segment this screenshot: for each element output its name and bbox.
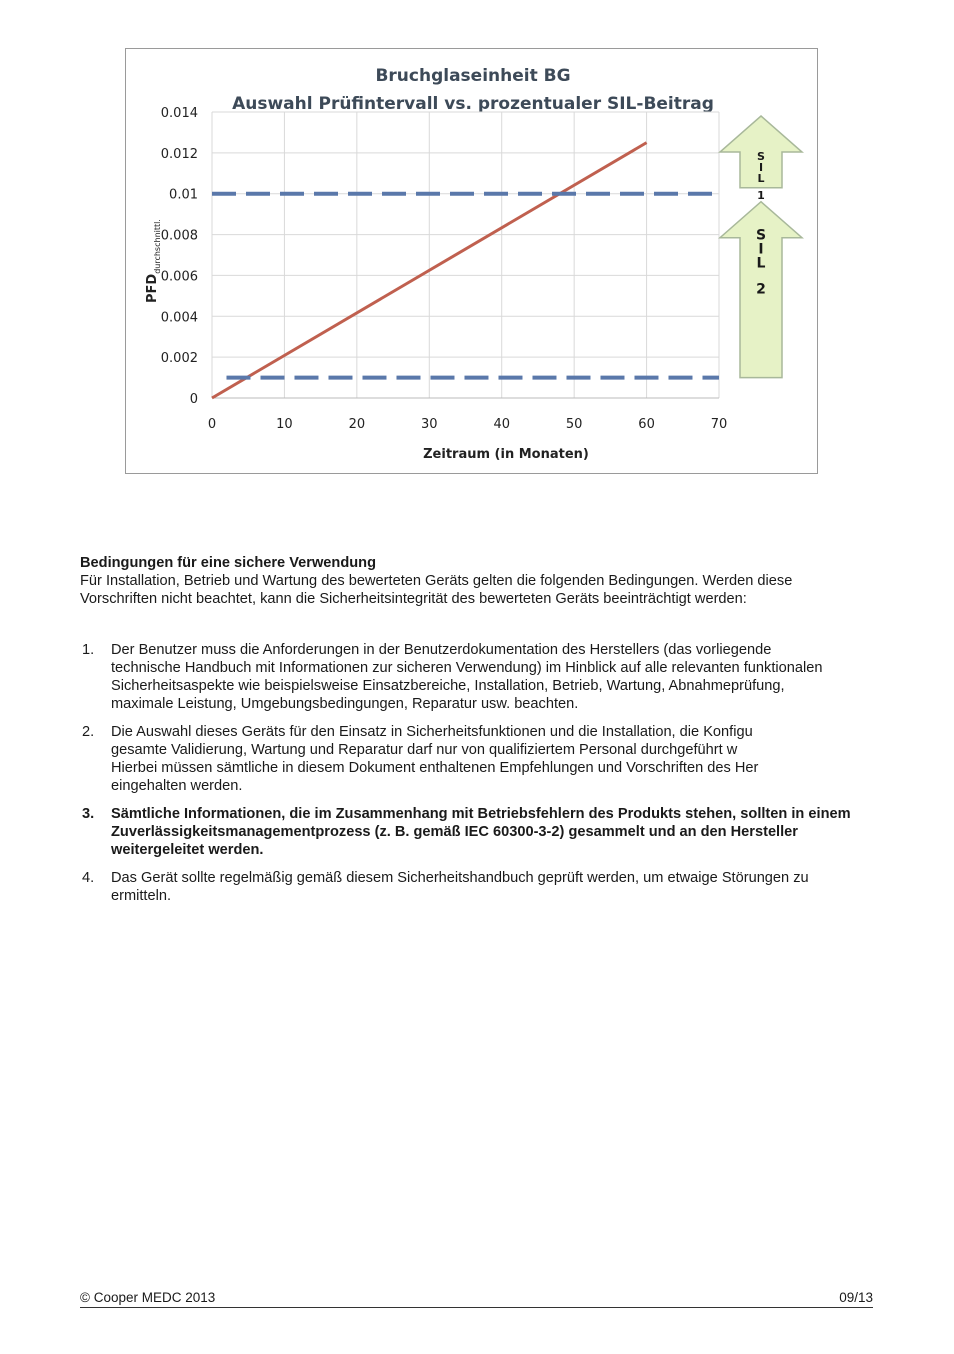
chart-grid: [212, 112, 719, 398]
sil-letter: I: [758, 161, 764, 174]
condition-number: 4.: [82, 870, 95, 886]
x-tick-label: 40: [493, 417, 510, 432]
footer-date: 09/13: [839, 1290, 873, 1305]
y-tick-label: 0: [189, 392, 198, 407]
condition-number: 1.: [82, 642, 95, 658]
intro-line: Vorschriften nicht beachtet, kann die Sicherheitsintegrität des bewerteten Geräts beeinträchtigt werden:: [80, 591, 747, 607]
condition-line: Das Gerät sollte regelmäßig gemäß diesem Sicherheitshandbuch geprüft werden, um etwaige Störungen zu: [111, 870, 809, 886]
chart-ticks: [161, 106, 727, 432]
x-tick-label: 20: [348, 417, 366, 432]
sil-level: 2: [756, 281, 766, 298]
footer-copyright: © Cooper MEDC 2013: [80, 1290, 216, 1305]
condition-line: weitergeleitet werden.: [111, 842, 264, 858]
y-tick-label: 0.006: [160, 269, 198, 285]
sil-letter: S: [755, 227, 767, 244]
x-axis-label: Zeitraum (in Monaten): [423, 447, 589, 462]
y-tick-label: 0.008: [160, 228, 198, 244]
y-tick-label: 0.002: [160, 351, 198, 367]
chart-svg: [126, 49, 819, 475]
x-tick-label: 50: [565, 417, 583, 432]
conditions-list: [80, 641, 880, 915]
y-tick-label: 0.004: [160, 310, 198, 326]
condition-number: 2.: [82, 724, 95, 740]
condition-line: gesamte Validierung, Wartung und Reparatur darf nur von qualifiziertem Personal durchgeführt w: [111, 742, 738, 758]
x-tick-label: 10: [276, 417, 293, 432]
x-tick-label: 70: [710, 417, 728, 432]
sil-level: 1: [757, 189, 765, 202]
y-tick-label: 0.012: [160, 146, 198, 162]
y-tick-label: 0.014: [160, 106, 198, 121]
condition-item: [80, 723, 880, 795]
sil-letter: S: [757, 150, 765, 163]
condition-line: Sämtliche Informationen, die im Zusammenhang mit Betriebsfehlern des Produkts stehen, sollten in einem: [111, 806, 851, 822]
condition-item: [80, 869, 880, 905]
y-axis-label-main: PFD: [145, 273, 160, 303]
condition-line: Sicherheitsaspekte wie beispielsweise Einsatzbereiche, Installation, Betrieb, Wartung, Abnahmeprüfung,: [111, 678, 785, 694]
chart-figure: [125, 48, 818, 474]
safe-use-section: [80, 554, 880, 608]
intro-line: Für Installation, Betrieb und Wartung des bewerteten Geräts gelten die folgenden Bedingungen. Werden diese: [80, 573, 793, 589]
condition-line: ermitteln.: [111, 888, 172, 904]
condition-number: 3.: [82, 806, 95, 822]
y-tick-label: 0.01: [169, 187, 198, 203]
x-tick-label: 0: [207, 417, 217, 432]
chart-title: Bruchglaseinheit BG: [375, 66, 571, 86]
sil-letter: L: [756, 255, 766, 272]
x-tick-label: 60: [638, 417, 655, 432]
chart-subtitle: Auswahl Prüfintervall vs. prozentualer SIL-Beitrag: [232, 94, 714, 114]
condition-line: eingehalten werden.: [111, 778, 243, 794]
y-axis-label-sub: durchschnittl.: [153, 219, 162, 274]
footer-rule: [80, 1307, 873, 1308]
sil-arrows: [720, 116, 802, 378]
sil-letter: I: [758, 241, 764, 258]
section-title: Bedingungen für eine sichere Verwendung: [80, 555, 376, 571]
chart-marks: [212, 143, 719, 398]
condition-line: Die Auswahl dieses Geräts für den Einsatz in Sicherheitsfunktionen und die Installation, die Konfigu: [111, 724, 753, 740]
condition-item: [80, 641, 880, 713]
y-axis-label: [145, 219, 162, 303]
svg-text:PFDdurchschnittl.: [145, 219, 162, 303]
condition-line: Hierbei müssen sämtliche in diesem Dokument enthaltenen Empfehlungen und Vorschriften des Her: [111, 760, 759, 776]
sil-letter: L: [757, 172, 765, 185]
condition-line: Zuverlässigkeitsmanagementprozess (z. B. gemäß IEC 60300-3-2) gesammelt und an den Hersteller: [111, 824, 798, 840]
x-tick-label: 30: [421, 417, 438, 432]
condition-line: maximale Leistung, Umgebungsbedingungen, Reparatur usw. beachten.: [111, 696, 579, 712]
condition-line: technische Handbuch mit Informationen zur sicheren Verwendung) im Hinblick auf alle relevanten funktionalen: [111, 660, 823, 676]
condition-item: [80, 805, 880, 859]
section-intro: [80, 572, 880, 608]
condition-line: Der Benutzer muss die Anforderungen in der Benutzerdokumentation des Herstellers (das vorliegende: [111, 642, 772, 658]
